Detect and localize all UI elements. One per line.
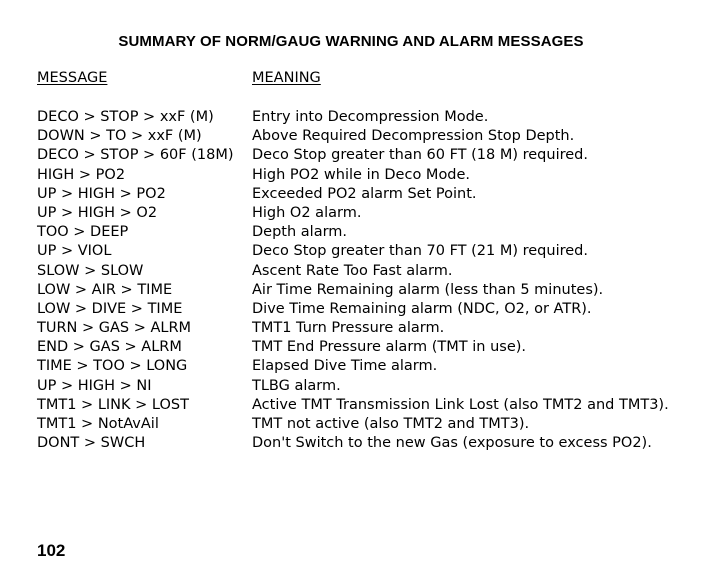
table-row: [0, 262, 702, 281]
page-number: 102: [37, 541, 66, 560]
table-row: [0, 185, 702, 204]
table-row: [0, 319, 702, 338]
meaning-cell: Dive Time Remaining alarm (NDC, O2, or ATR).: [252, 300, 592, 317]
meaning-cell: Exceeded PO2 alarm Set Point.: [252, 185, 477, 202]
table-row: [0, 357, 702, 376]
meaning-cell: TMT End Pressure alarm (TMT in use).: [252, 339, 527, 356]
table-row: [0, 377, 702, 396]
table-row: [0, 127, 702, 146]
message-table: [0, 108, 702, 453]
meaning-cell: Above Required Decompression Stop Depth.: [252, 128, 575, 145]
table-row: [0, 281, 702, 300]
message-cell: TMT1 > LINK > LOST: [37, 396, 189, 413]
meaning-cell: TMT1 Turn Pressure alarm.: [252, 320, 445, 337]
table-row: [0, 223, 702, 242]
meaning-cell: High O2 alarm.: [252, 204, 362, 221]
page-title: SUMMARY OF NORM/GAUG WARNING AND ALARM MESSAGES: [118, 33, 584, 50]
message-cell: TMT1 > NotAvAil: [37, 416, 159, 432]
table-row: [0, 146, 702, 165]
message-cell: TOO > DEEP: [37, 224, 129, 241]
message-column-header: MESSAGE: [37, 70, 108, 86]
meaning-cell: Ascent Rate Too Fast alarm.: [252, 262, 453, 279]
message-cell: HIGH > PO2: [37, 166, 126, 183]
message-cell: UP > HIGH > NI: [37, 377, 152, 394]
meaning-cell: TLBG alarm.: [252, 377, 341, 394]
table-row: [0, 434, 702, 453]
meaning-cell: TMT not active (also TMT2 and TMT3).: [252, 416, 530, 432]
table-row: [0, 242, 702, 261]
message-cell: END > GAS > ALRM: [37, 339, 182, 356]
table-row: [0, 204, 702, 223]
message-cell: TURN > GAS > ALRM: [37, 320, 192, 337]
meaning-cell: Deco Stop greater than 60 FT (18 M) required.: [252, 147, 588, 164]
meaning-cell: Entry into Decompression Mode.: [252, 109, 489, 125]
meaning-cell: Air Time Remaining alarm (less than 5 minutes).: [252, 281, 604, 298]
message-cell: DECO > STOP > xxF (M): [37, 109, 214, 125]
message-cell: DONT > SWCH: [37, 435, 146, 452]
meaning-cell: Elapsed Dive Time alarm.: [252, 358, 438, 375]
message-cell: UP > HIGH > O2: [37, 204, 158, 221]
message-cell: SLOW > SLOW: [37, 262, 144, 279]
table-row: [0, 415, 702, 434]
table-row: [0, 166, 702, 185]
message-cell: DECO > STOP > 60F (18M): [37, 147, 234, 164]
meaning-cell: High PO2 while in Deco Mode.: [252, 166, 471, 183]
table-row: [0, 108, 702, 127]
message-cell: LOW > AIR > TIME: [37, 281, 173, 298]
message-cell: DOWN > TO > xxF (M): [37, 128, 202, 145]
table-row: [0, 338, 702, 357]
message-cell: UP > HIGH > PO2: [37, 185, 166, 202]
table-row: [0, 396, 702, 415]
meaning-cell: Don't Switch to the new Gas (exposure to excess PO2).: [252, 435, 652, 452]
message-cell: LOW > DIVE > TIME: [37, 300, 183, 317]
message-cell: TIME > TOO > LONG: [37, 358, 188, 375]
message-cell: UP > VIOL: [37, 243, 112, 260]
meaning-cell: Depth alarm.: [252, 224, 348, 241]
meaning-column-header: MEANING: [252, 70, 321, 86]
meaning-cell: Active TMT Transmission Link Lost (also TMT2 and TMT3).: [252, 396, 669, 413]
table-row: [0, 300, 702, 319]
meaning-cell: Deco Stop greater than 70 FT (21 M) required.: [252, 243, 588, 260]
